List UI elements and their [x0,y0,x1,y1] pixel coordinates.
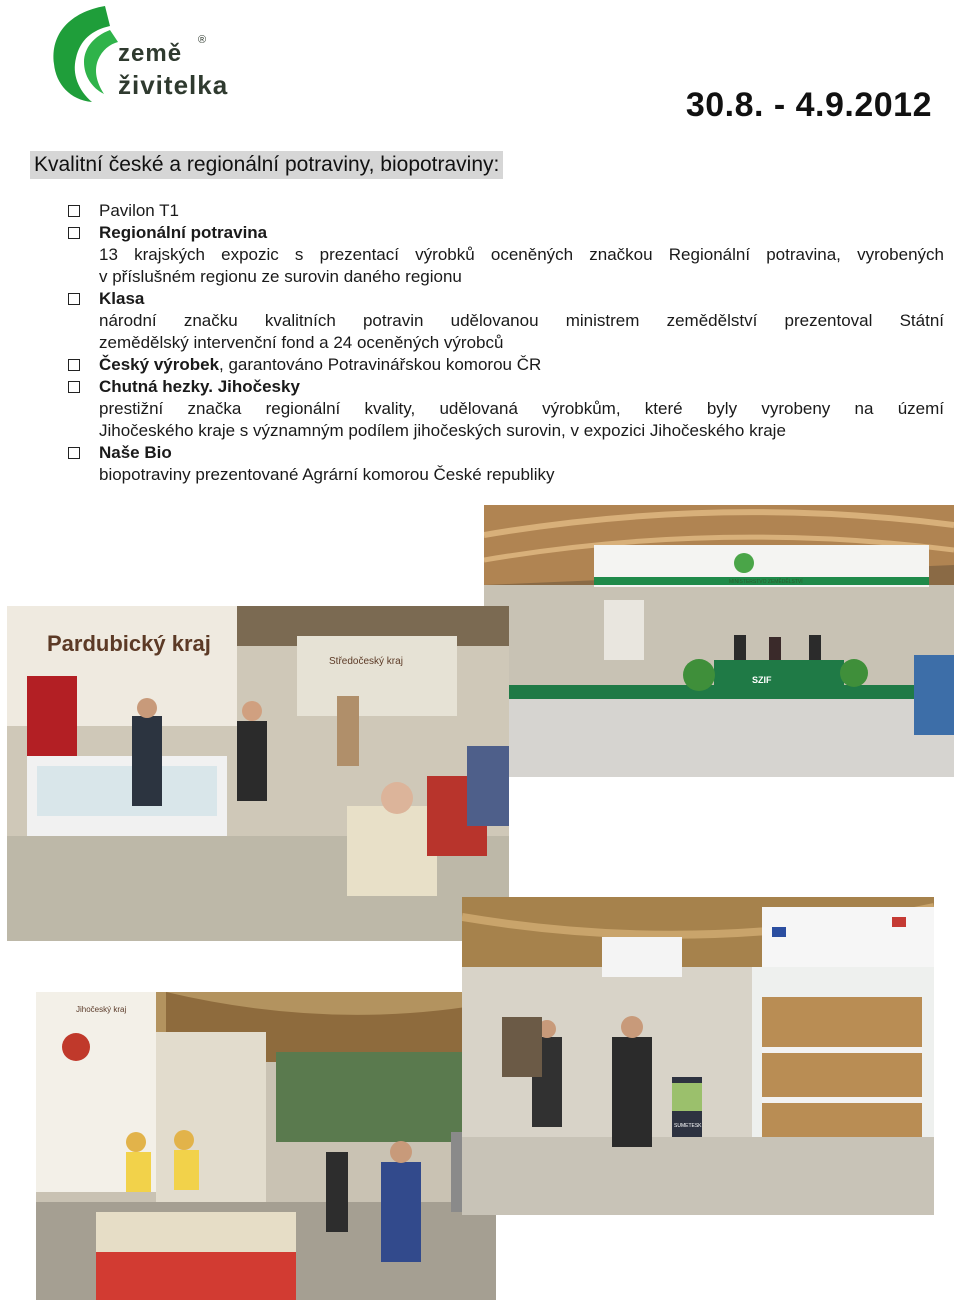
logo-swoosh-icon [50,4,120,104]
event-date: 30.8. - 4.9.2012 [685,86,932,124]
szif-sign: SZIF [752,675,772,685]
photo-jihocesky-kraj [36,992,496,1300]
item-description: v příslušném regionu ze surovin daného regionu [99,267,462,286]
list-item [62,288,944,310]
list-item [62,222,944,244]
item-title: Klasa [99,289,145,308]
checkbox-bullet-icon [68,227,80,239]
item-text: Pavilon T1 [99,201,180,220]
list-item [62,354,944,376]
checkbox-bullet-icon [68,293,80,305]
item-title: Český výrobek [99,355,220,374]
item-description: Jihočeského kraje s významným podílem jihočeských surovin, v expozici Jihočeského kraje [99,421,786,440]
zeme-zivitelka-logo [50,0,250,110]
jihocesky-kraj-sign: Jihočeský kraj [76,1005,127,1014]
photo-regional-stands [462,897,934,1215]
list-item [62,376,944,398]
stredocesky-kraj-sign: Středočeský kraj [329,656,403,667]
bullet-list [62,200,944,486]
item-title: Naše Bio [99,443,172,462]
photo-pardubicky-kraj [7,606,509,941]
photo-szif-stand [484,505,954,777]
item-title: Regionální potravina [99,223,268,242]
item-title: Chutná hezky. Jihočesky [99,377,300,396]
item-description: zemědělský intervenční fond a 24 oceněných výrobců [99,333,504,352]
pardubicky-kraj-sign: Pardubický kraj [47,631,211,656]
checkbox-bullet-icon [68,447,80,459]
checkbox-bullet-icon [68,381,80,393]
logo-word-zivitelka: živitelka [118,70,229,100]
item-description: národní značku kvalitních potravin udělovanou ministrem zemědělství prezentoval Státní [99,311,944,330]
item-text: , garantováno Potravinářskou komorou ČR [219,355,542,374]
item-description: biopotraviny prezentované Agrární komorou České republiky [99,465,555,484]
checkbox-bullet-icon [68,359,80,371]
ministry-sign: MINISTERSTVO ZEMĚDĚLSTVÍ [729,579,803,585]
section-heading: Kvalitní české a regionální potraviny, biopotraviny: [30,151,503,179]
sumetesk-sign: SUMETESK [674,1123,702,1129]
list-item [62,442,944,464]
item-description: 13 krajských expozic s prezentací výrobků oceněných značkou Regionální potravina, vyrobených [99,245,944,264]
checkbox-bullet-icon [68,205,80,217]
list-item [62,200,944,222]
item-description: prestižní značka regionální kvality, udělovaná výrobkům, které byly vyrobeny na území [99,399,944,418]
logo-registered-mark: ® [198,34,207,46]
logo-word-zeme: země [118,40,183,67]
